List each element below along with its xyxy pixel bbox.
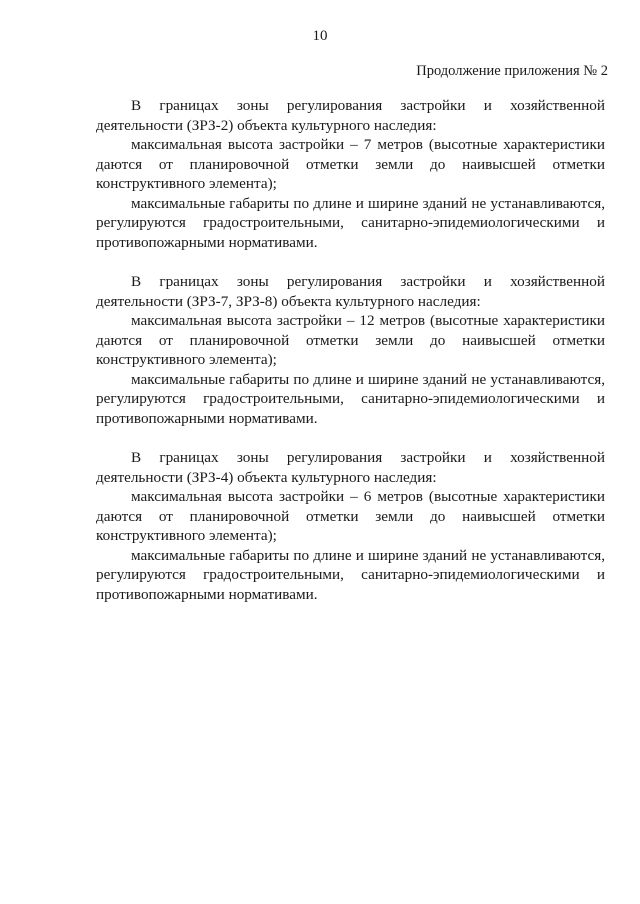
section-intro: В границах зоны регулирования застройки и хозяйственной деятельности (ЗРЗ-4) объекта культурного наследия: <box>96 449 605 486</box>
max-height-paragraph: максимальная высота застройки – 7 метров (высотные характеристики даются от планировочной отметки земли до наивысшей отметки конструктивного элемента); <box>96 136 605 192</box>
zone-section-zrz-2 <box>96 96 605 252</box>
max-height-paragraph: максимальная высота застройки – 12 метров (высотные характеристики даются от планировочной отметки земли до наивысшей отметки конструктивного элемента); <box>96 312 605 368</box>
page-number: 10 <box>312 28 328 44</box>
max-dimensions-paragraph: максимальные габариты по длине и ширине зданий не устанавливаются, регулируются градостроительными, санитарно-эпидемиологическими и противопожарными нормативами. <box>96 194 605 251</box>
max-dimensions-paragraph: максимальные габариты по длине и ширине зданий не устанавливаются, регулируются градостроительными, санитарно-эпидемиологическими и противопожарными нормативами. <box>96 546 605 603</box>
max-dimensions-paragraph: максимальные габариты по длине и ширине зданий не устанавливаются, регулируются градостроительными, санитарно-эпидемиологическими и противопожарными нормативами. <box>96 370 605 427</box>
zone-section-zrz-4 <box>96 448 605 604</box>
document-body <box>96 96 605 624</box>
section-intro: В границах зоны регулирования застройки и хозяйственной деятельности (ЗРЗ-7, ЗРЗ-8) объекта культурного наследия: <box>96 273 605 310</box>
zone-section-zrz-7-8 <box>96 272 605 428</box>
max-height-paragraph: максимальная высота застройки – 6 метров (высотные характеристики даются от планировочной отметки земли до наивысшей отметки конструктивного элемента); <box>96 488 605 544</box>
section-intro: В границах зоны регулирования застройки и хозяйственной деятельности (ЗРЗ-2) объекта культурного наследия: <box>96 97 605 134</box>
appendix-continuation-note: Продолжение приложения № 2 <box>416 63 608 79</box>
